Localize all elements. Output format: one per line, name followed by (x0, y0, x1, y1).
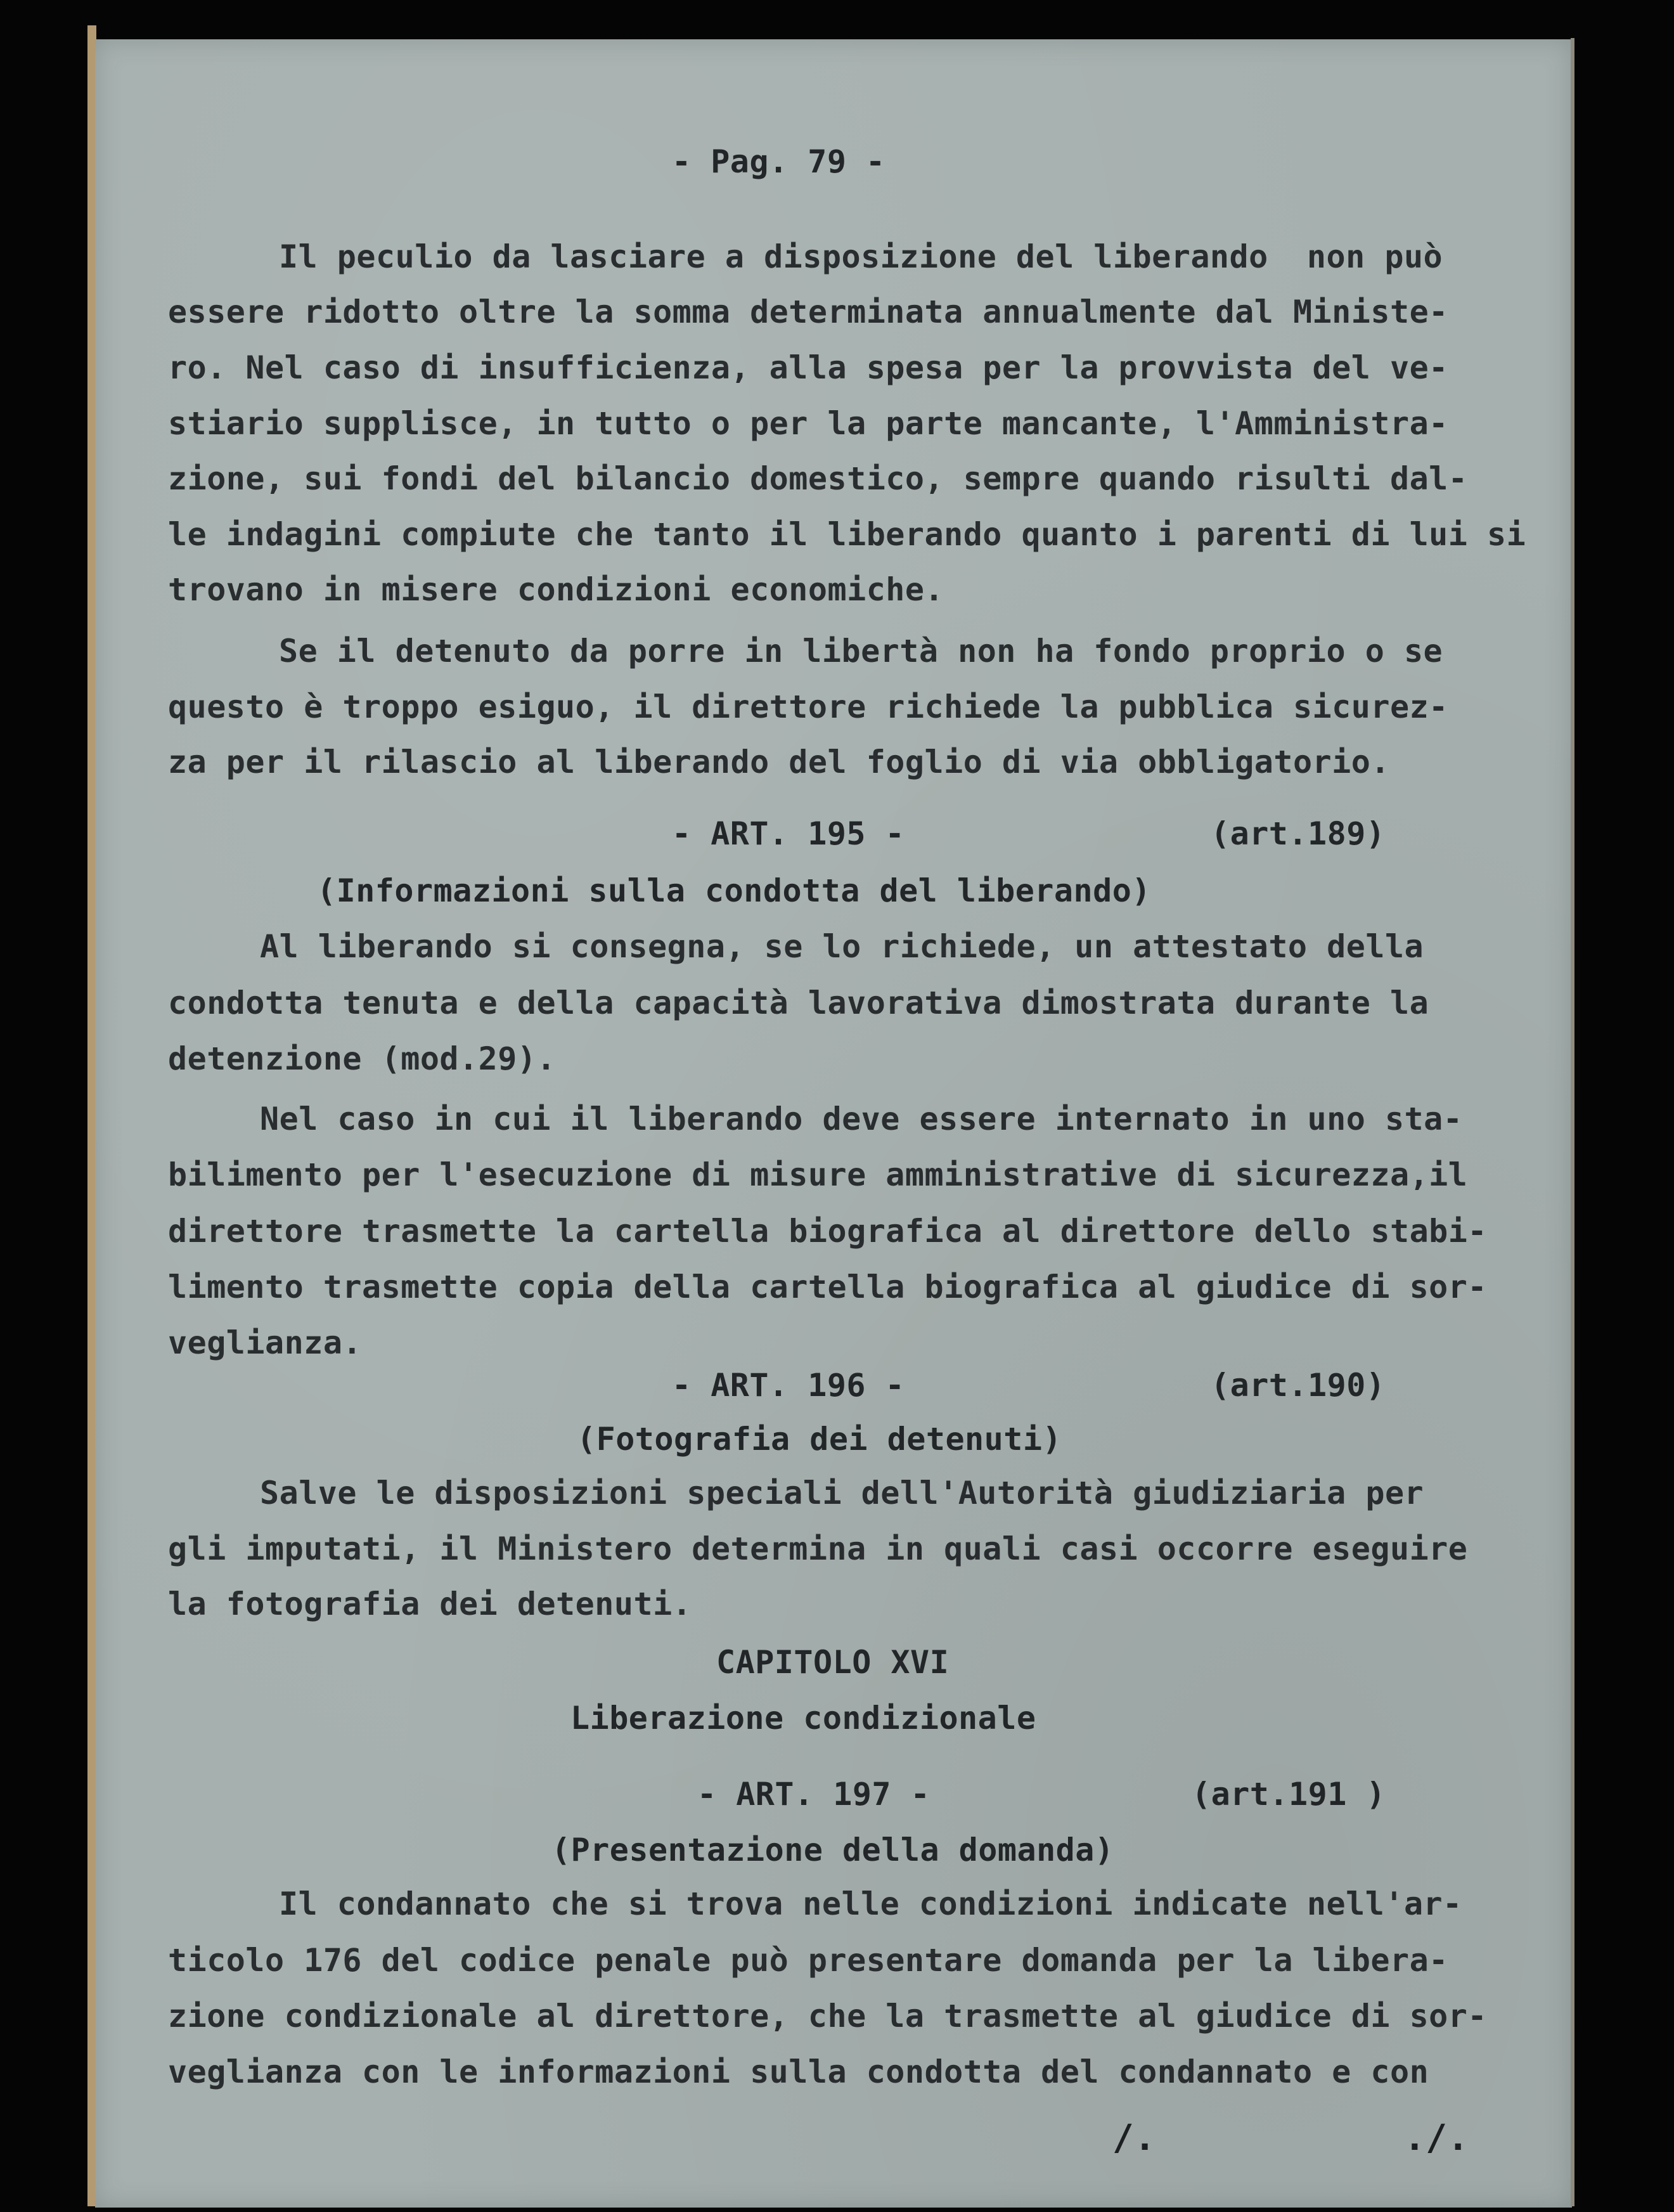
text-line: condotta tenuta e della capacità lavorativa dimostrata durante la (168, 985, 1429, 1021)
text-line: stiario supplisce, in tutto o per la parte mancante, l'Amministra- (168, 405, 1448, 442)
text-line: limento trasmette copia della cartella biografica al giudice di sor- (168, 1269, 1487, 1305)
article-title: (Informazioni sulla condotta del liberando) (317, 872, 1151, 909)
text-line: Il condannato che si trova nelle condizioni indicate nell'ar- (279, 1885, 1462, 1922)
text-line: le indagini compiute che tanto il liberando quanto i parenti di lui si (168, 516, 1526, 553)
page-header: - Pag. 79 - (672, 143, 885, 180)
text-line: ro. Nel caso di insufficienza, alla spesa per la provvista del ve- (168, 349, 1448, 386)
text-line: gli imputati, il Ministero determina in quali casi occorre eseguire (168, 1530, 1468, 1567)
text-line: essere ridotto oltre la somma determinata annualmente dal Ministe- (168, 294, 1448, 330)
article-reference: (art.190) (1211, 1367, 1386, 1404)
text-line: direttore trasmette la cartella biografica al direttore dello stabi- (168, 1213, 1487, 1250)
text-line: zione condizionale al direttore, che la trasmette al giudice di sor- (168, 1998, 1487, 2034)
text-line: trovano in misere condizioni economiche. (168, 571, 944, 608)
text-line: bilimento per l'esecuzione di misure amministrative di sicurezza,il (168, 1156, 1468, 1193)
chapter-title: Liberazione condizionale (570, 1700, 1036, 1737)
text-line: za per il rilascio al liberando del foglio di via obbligatorio. (168, 744, 1390, 780)
text-line: Se il detenuto da porre in libertà non ha fondo proprio o se (279, 633, 1443, 669)
text-line: Nel caso in cui il liberando deve essere internato in uno sta- (260, 1101, 1463, 1137)
text-line: zione, sui fondi del bilancio domestico, sempre quando risulti dal- (168, 460, 1468, 497)
text-line: Salve le disposizioni speciali dell'Autorità giudiziaria per (260, 1475, 1424, 1511)
article-reference: (art.189) (1211, 815, 1386, 852)
text-line: questo è troppo esiguo, il direttore richiede la pubblica sicurez- (168, 689, 1448, 725)
text-line: detenzione (mod.29). (168, 1040, 557, 1077)
chapter-number: CAPITOLO XVI (716, 1644, 950, 1681)
text-line: ticolo 176 del codice penale può presentare domanda per la libera- (168, 1942, 1448, 1979)
article-number: - ART. 195 - (672, 815, 905, 852)
continuation-mark-right: ./. (1404, 2118, 1469, 2159)
text-line: veglianza con le informazioni sulla condotta del condannato e con (168, 2054, 1429, 2090)
article-title: (Fotografia dei detenuti) (577, 1421, 1062, 1458)
continuation-mark-left: /. (1112, 2118, 1156, 2159)
article-reference: (art.191 ) (1192, 1776, 1386, 1813)
text-line: Al liberando si consegna, se lo richiede, un attestato della (260, 928, 1424, 965)
article-number: - ART. 196 - (672, 1367, 905, 1404)
article-title: (Presentazione della domanda) (551, 1832, 1114, 1868)
text-line: veglianza. (168, 1324, 363, 1361)
text-line: la fotografia dei detenuti. (168, 1586, 692, 1622)
article-number: - ART. 197 - (697, 1776, 930, 1813)
text-line: Il peculio da lasciare a disposizione del liberando non può (279, 238, 1443, 275)
